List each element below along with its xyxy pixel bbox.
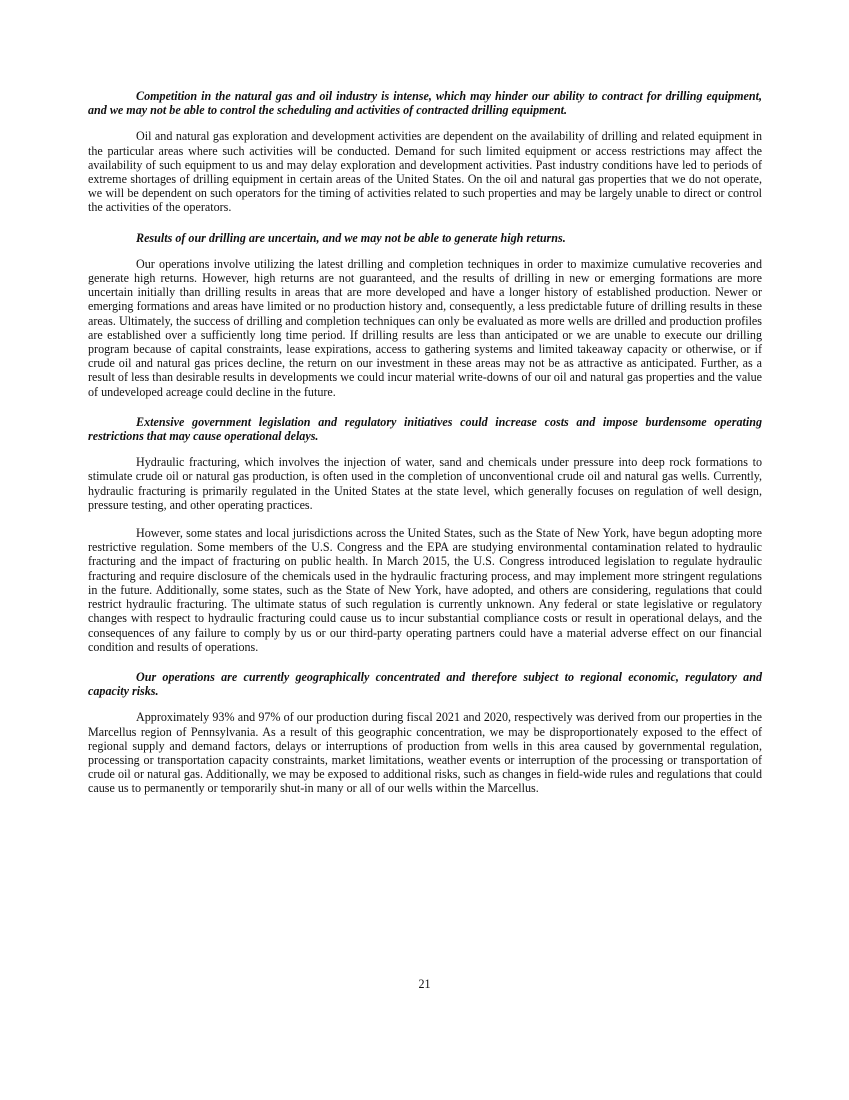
section-heading-drilling-results: Results of our drilling are uncertain, and we may not be able to generate high returns. bbox=[136, 230, 566, 245]
page-number: 21 bbox=[418, 977, 431, 991]
body-paragraph: Oil and natural gas exploration and development activities are dependent on the availability of drilling and related equipment in the particular areas where such activities will be conducted. Demand for such limited equipment or access restrictions may affect the availability of such equipment to us and may delay exploration and development activities. Past industry conditions have led to periods of extreme shortages of drilling equipment in certain areas of the United States. On the oil and natural gas properties that we do not operate, we will be dependent on such operators for the timing of activities related to such properties and may be largely unable to direct or control the activities of the operators. bbox=[88, 129, 762, 215]
section-heading-geographic-concentration: Our operations are currently geographically concentrated and therefore subject to regional economic, regulatory and capacity risks. bbox=[88, 669, 762, 699]
body-paragraph: Our operations involve utilizing the latest drilling and completion techniques in order to maximize cumulative recoveries and generate high returns. However, high returns are not guaranteed, and the results of drilling in new or emerging formations are more uncertain initially than drilling results in areas that are more developed and have a longer history of established production. Newer or emerging formations and areas have limited or no production history and, consequently, a less predictable future of drilling results in these areas. Ultimately, the success of drilling and completion techniques can only be evaluated as more wells are drilled and production profiles are established over a sufficiently long time period. If drilling results are less than anticipated or we are unable to execute our drilling program because of capital constraints, lease expirations, access to gathering systems and limited takeaway capacity or otherwise, or if crude oil and natural gas prices decline, the return on our investment in these areas may not be as attractive as anticipated. Further, as a result of less than desirable results in developments we could incur material write-downs of our oil and natural gas properties and the value of undeveloped acreage could decline in the future. bbox=[88, 256, 762, 399]
section-heading-government-legislation: Extensive government legislation and regulatory initiatives could increase costs and impose burdensome operating restrictions that may cause operational delays. bbox=[88, 414, 762, 444]
document-body bbox=[88, 89, 762, 810]
section-heading-drilling-competition: Competition in the natural gas and oil industry is intense, which may hinder our ability to contract for drilling equipment, and we may not be able to control the scheduling and activities of contracted drilling equipment. bbox=[88, 89, 762, 118]
body-paragraph: Approximately 93% and 97% of our production during fiscal 2021 and 2020, respectively was derived from our properties in the Marcellus region of Pennsylvania. As a result of this geographic concentration, we may be disproportionately exposed to the effect of regional supply and demand factors, delays or interruptions of production from wells in this area caused by governmental regulation, processing or transportation capacity constraints, market limitations, weather events or interruption of the processing or transportation of crude oil or natural gas. Additionally, we may be exposed to additional risks, such as changes in field-wide rules and regulations that could cause us to permanently or temporarily shut-in many or all of our wells within the Marcellus. bbox=[88, 710, 762, 796]
body-paragraph: However, some states and local jurisdictions across the United States, such as the State of New York, have begun adopting more restrictive regulation. Some members of the U.S. Congress and the EPA are studying environmental contamination related to hydraulic fracturing and the impact of fracturing on public health. In March 2015, the U.S. Congress introduced legislation to regulate hydraulic fracturing and require disclosure of the chemicals used in the hydraulic fracturing process, and may implement more stringent regulations in the future. Additionally, some states, such as the State of New York, have adopted, and others are considering, regulations that could restrict hydraulic fracturing. The ultimate status of such regulation is currently unknown. Any federal or state legislative or regulatory changes with respect to hydraulic fracturing could cause us to incur substantial compliance costs or result in operational delays, and the consequences of any failure to comply by us or our third-party operating partners could have a material adverse effect on our financial condition and results of operations. bbox=[88, 526, 762, 654]
body-paragraph: Hydraulic fracturing, which involves the injection of water, sand and chemicals under pressure into deep rock formations to stimulate crude oil or natural gas production, is often used in the completion of unconventional crude oil and natural gas wells. Currently, hydraulic fracturing is primarily regulated in the United States at the state level, which generally focuses on regulation of well design, pressure testing, and other operating practices. bbox=[88, 455, 762, 512]
